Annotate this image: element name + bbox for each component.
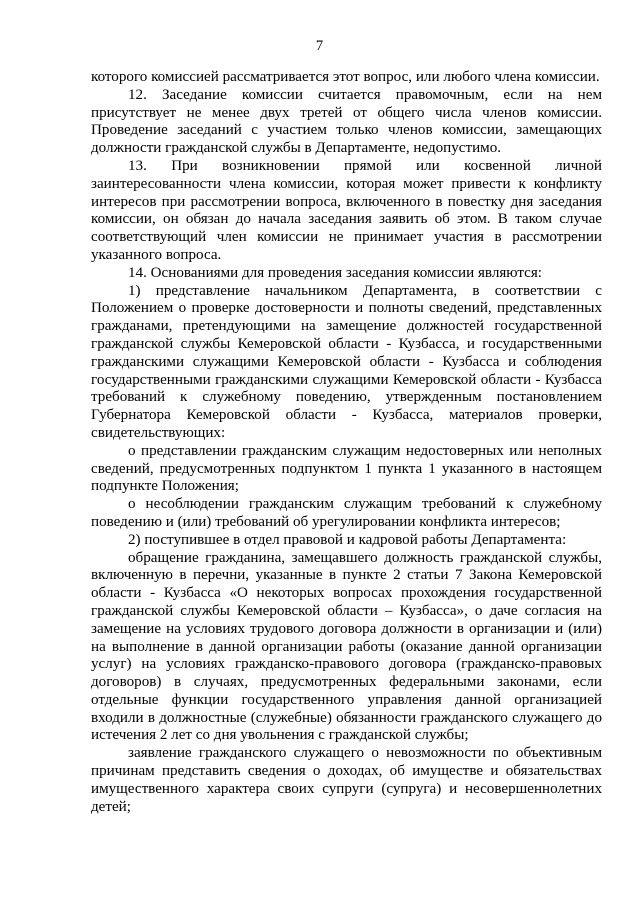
paragraph: 12. Заседание комиссии считается правомочным, если на нем присутствует не менее двух третей от общего числа членов комиссии. Проведение заседаний с участием только членов комиссии, замещающих должности гражданской службы в Департаменте, недопустимо. — [91, 86, 602, 157]
paragraph: 2) поступившее в отдел правовой и кадровой работы Департамента: — [128, 531, 567, 548]
document-body — [91, 69, 602, 816]
paragraph: 14. Основаниями для проведения заседания комиссии являются: — [128, 264, 542, 281]
paragraph: 1) представление начальником Департамента, в соответствии с Положением о проверке достоверности и полноты сведений, представленных гражданами, претендующими на замещение должностей государственной гражданской службы Кемеровской области - Кузбасса, и государственными гражданскими служащими Кемеровской области - Кузбасса и соблюдения государственными гражданскими служащими Кемеровской области - Кузбасса требований к служебному поведению, утвержденным постановлением Губернатора Кемеровской области - Кузбасса, материалов проверки, свидетельствующих: — [91, 282, 602, 441]
paragraph: о несоблюдении гражданским служащим требований к служебному поведению и (или) требований об урегулировании конфликта интересов; — [91, 496, 602, 530]
paragraph: о представлении гражданским служащим недостоверных или неполных сведений, предусмотренных подпунктом 1 пункта 1 указанного в настоящем подпункте Положения; — [91, 442, 602, 495]
paragraph: заявление гражданского служащего о невозможности по объективным причинам представить сведения о доходах, об имуществе и обязательствах имущественного характера своих супруги (супруга) и несовершеннолетних детей; — [91, 745, 602, 815]
page-number: 7 — [315, 38, 324, 54]
paragraph: обращение гражданина, замещавшего должность гражданской службы, включенную в перечни, указанные в пункте 2 статьи 7 Закона Кемеровской области - Кузбасса «О некоторых вопросах прохождения государственной гражданской службы Кемеровской области – Кузбасса», о даче согласия на замещение на условиях трудового договора должности в организации и (или) на выполнение в данной организации работы (оказание данной организации услуг) на условиях гражданско-правового договора (гражданско-правовых договоров) в случаях, предусмотренных федеральными законами, если отдельные функции государственного управления данной организацией входили в должностные (служебные) обязанности гражданского служащего до истечения 2 лет со дня увольнения с гражданской службы; — [91, 549, 602, 744]
paragraph: 13. При возникновении прямой или косвенной личной заинтересованности члена комиссии, которая может привести к конфликту интересов при рассмотрении вопроса, включенного в повестку дня заседания комиссии, он обязан до начала заседания заявить об этом. В таком случае соответствующий член комиссии не принимает участия в рассмотрении указанного вопроса. — [91, 157, 602, 263]
paragraph: которого комиссией рассматривается этот вопрос, или любого члена комиссии. — [91, 69, 600, 85]
